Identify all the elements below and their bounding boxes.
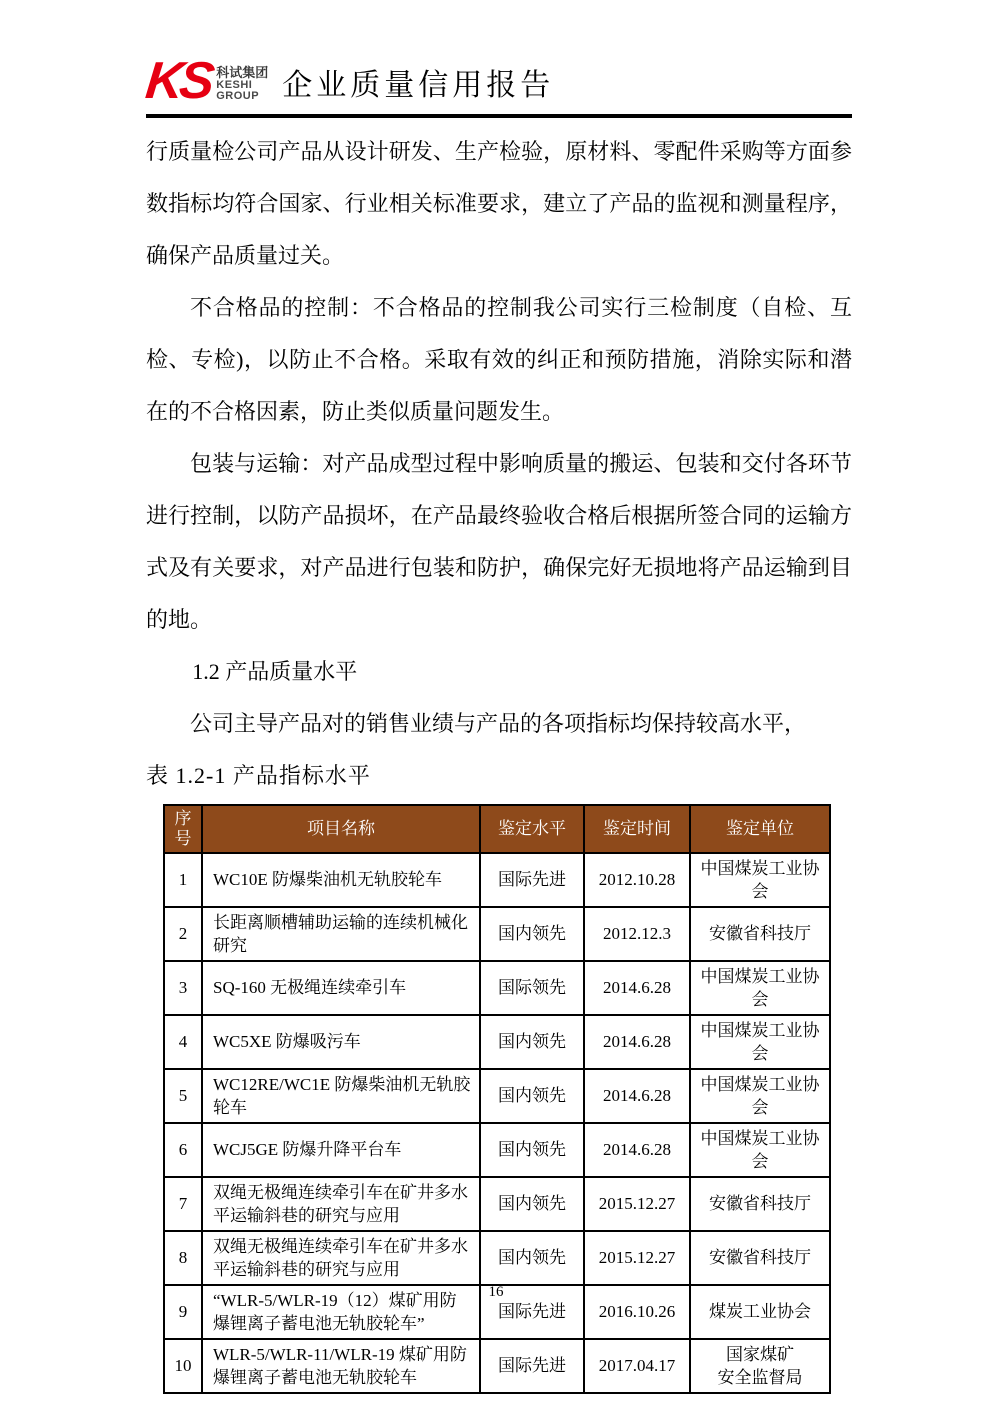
table-row — [164, 1177, 830, 1231]
column-header-project-name: 项目名称 — [202, 805, 480, 853]
appraisal-date-cell: 2016.10.26 — [584, 1285, 690, 1339]
table-row — [164, 1123, 830, 1177]
paragraph-quality-inspection: 行质量检公司产品从设计研发、生产检验，原材料、零配件采购等方面参数指标均符合国家、行业相关标准要求，建立了产品的监视和测量程序，确保产品质量过关。 — [146, 138, 852, 268]
appraisal-level-cell: 国际先进 — [480, 1285, 584, 1339]
appraisal-date-cell: 2014.6.28 — [584, 961, 690, 1015]
logo-company-name-cn: 科试集团 — [216, 65, 269, 81]
row-number: 7 — [164, 1177, 202, 1231]
project-name-cell: WLR-5/WLR-11/WLR-19 煤矿用防爆锂离子蓄电池无轨胶轮车 — [202, 1339, 480, 1393]
header-divider — [146, 114, 852, 118]
logo-company-name-en1: KESHI — [216, 78, 253, 91]
project-name-cell: 双绳无极绳连续牵引车在矿井多水平运输斜巷的研究与应用 — [202, 1231, 480, 1285]
table-row — [164, 907, 830, 961]
appraisal-unit-cell: 中国煤炭工业协会 — [690, 961, 830, 1015]
appraisal-unit-cell: 安徽省科技厅 — [690, 907, 830, 961]
appraisal-date-cell: 2014.6.28 — [584, 1123, 690, 1177]
table-row — [164, 961, 830, 1015]
column-header-appraisal-date: 鉴定时间 — [584, 805, 690, 853]
page-number: 16 — [488, 1284, 504, 1300]
appraisal-level-cell: 国内领先 — [480, 907, 584, 961]
row-number: 9 — [164, 1285, 202, 1339]
appraisal-level-cell: 国内领先 — [480, 1123, 584, 1177]
column-header-appraisal-level: 鉴定水平 — [480, 805, 584, 853]
project-name-cell: “WLR-5/WLR-19（12）煤矿用防爆锂离子蓄电池无轨胶轮车” — [202, 1285, 480, 1339]
table-row — [164, 1015, 830, 1069]
appraisal-level-cell: 国内领先 — [480, 1015, 584, 1069]
project-name-cell: 长距离顺槽辅助运输的连续机械化研究 — [202, 907, 480, 961]
row-number: 4 — [164, 1015, 202, 1069]
appraisal-unit-cell: 安徽省科技厅 — [690, 1177, 830, 1231]
logo-text-block — [216, 66, 268, 106]
column-header-appraisal-unit: 鉴定单位 — [690, 805, 830, 853]
column-header-seq: 序号 — [164, 805, 202, 853]
appraisal-unit-cell: 中国煤炭工业协会 — [690, 1015, 830, 1069]
row-number: 6 — [164, 1123, 202, 1177]
project-name-cell: WC12RE/WC1E 防爆柴油机无轨胶轮车 — [202, 1069, 480, 1123]
project-name-cell: WCJ5GE 防爆升降平台车 — [202, 1123, 480, 1177]
page-title: 企业质量信用报告 — [282, 68, 555, 102]
company-logo — [143, 52, 269, 110]
appraisal-date-cell: 2014.6.28 — [584, 1069, 690, 1123]
project-name-cell: 双绳无极绳连续牵引车在矿井多水平运输斜巷的研究与应用 — [202, 1177, 480, 1231]
section-heading-1-2: 1.2 产品质量水平 — [192, 658, 358, 684]
project-name-cell: SQ-160 无极绳连续牵引车 — [202, 961, 480, 1015]
table-body — [164, 853, 830, 1393]
appraisal-date-cell: 2012.12.3 — [584, 907, 690, 961]
appraisal-unit-cell: 安徽省科技厅 — [690, 1231, 830, 1285]
appraisal-date-cell: 2014.6.28 — [584, 1015, 690, 1069]
row-number: 10 — [164, 1339, 202, 1393]
appraisal-unit-cell: 中国煤炭工业协会 — [690, 1069, 830, 1123]
row-number: 2 — [164, 907, 202, 961]
appraisal-unit-cell: 中国煤炭工业协会 — [690, 853, 830, 907]
document-body — [146, 126, 852, 802]
appraisal-level-cell: 国内领先 — [480, 1177, 584, 1231]
table-caption: 表 1.2-1 产品指标水平 — [146, 762, 371, 788]
table-row — [164, 853, 830, 907]
table-row — [164, 1231, 830, 1285]
appraisal-level-cell: 国内领先 — [480, 1069, 584, 1123]
row-number: 5 — [164, 1069, 202, 1123]
table-row — [164, 1069, 830, 1123]
table-row — [164, 1339, 830, 1393]
product-index-table — [163, 804, 831, 1394]
appraisal-level-cell: 国际领先 — [480, 961, 584, 1015]
paragraph-nonconforming-control: 不合格品的控制：不合格品的控制我公司实行三检制度（自检、互检、专检)，以防止不合格。采取有效的纠正和预防措施，消除实际和潜在的不合格因素，防止类似质量问题发生。 — [146, 294, 852, 424]
page-header — [143, 52, 852, 110]
appraisal-unit-cell: 国家煤矿 安全监督局 — [690, 1339, 830, 1393]
appraisal-level-cell: 国际先进 — [480, 1339, 584, 1393]
appraisal-unit-cell: 煤炭工业协会 — [690, 1285, 830, 1339]
appraisal-date-cell: 2017.04.17 — [584, 1339, 690, 1393]
paragraph-packaging-transport: 包装与运输：对产品成型过程中影响质量的搬运、包装和交付各环节进行控制，以防产品损坏，在产品最终验收合格后根据所签合同的运输方式及有关要求，对产品进行包装和防护，确保完好无损地将产品运输到目的地。 — [146, 450, 852, 632]
appraisal-level-cell: 国际先进 — [480, 853, 584, 907]
appraisal-level-cell: 国内领先 — [480, 1231, 584, 1285]
appraisal-date-cell: 2012.10.28 — [584, 853, 690, 907]
table-header-row — [164, 805, 830, 853]
row-number: 3 — [164, 961, 202, 1015]
logo-company-name-en2: GROUP — [216, 90, 260, 103]
project-name-cell: WC10E 防爆柴油机无轨胶轮车 — [202, 853, 480, 907]
project-name-cell: WC5XE 防爆吸污车 — [202, 1015, 480, 1069]
row-number: 1 — [164, 853, 202, 907]
ks-logo-icon: KS — [143, 52, 214, 110]
appraisal-date-cell: 2015.12.27 — [584, 1231, 690, 1285]
appraisal-unit-cell: 中国煤炭工业协会 — [690, 1123, 830, 1177]
appraisal-date-cell: 2015.12.27 — [584, 1177, 690, 1231]
row-number: 8 — [164, 1231, 202, 1285]
paragraph-product-level: 公司主导产品对的销售业绩与产品的各项指标均保持较高水平， — [190, 710, 807, 736]
